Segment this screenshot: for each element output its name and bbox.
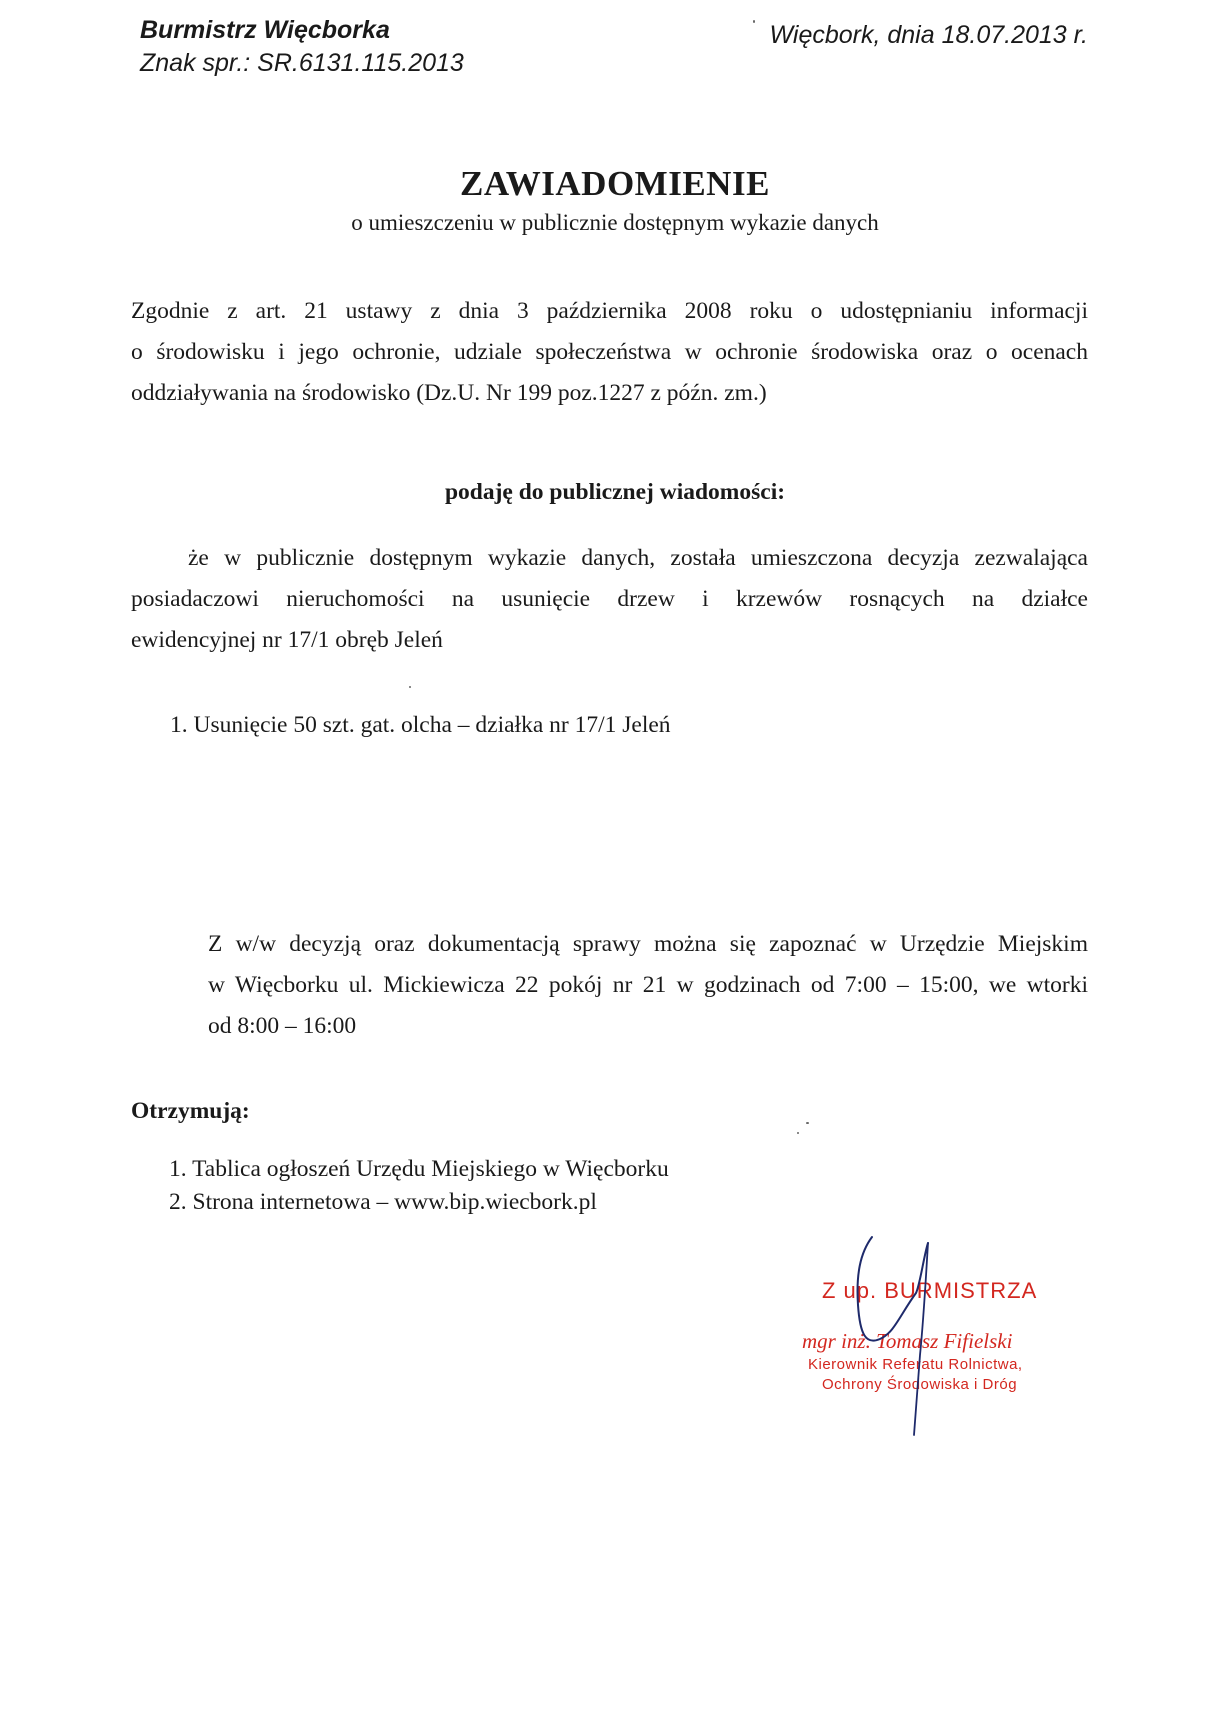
- recipients-list: [169, 1153, 669, 1219]
- stamp-position-line: Ochrony Środowiska i Dróg: [822, 1376, 1018, 1393]
- recipient-item: 1. Tablica ogłoszeń Urzędu Miejskiego w Więcborku: [169, 1156, 669, 1182]
- recipient-item: 2. Strona internetowa – www.bip.wiecbork.pl: [169, 1189, 597, 1215]
- recipients-heading: Otrzymują:: [131, 1098, 250, 1124]
- announcement-heading: podaję do publicznej wiadomości:: [444, 479, 786, 505]
- document-subtitle: o umieszczeniu w publicznie dostępnym wykazie danych: [351, 210, 879, 235]
- handwritten-signature: [820, 1235, 970, 1475]
- decision-info-paragraph: [131, 538, 1088, 661]
- access-info-line: Z w/w decyzją oraz dokumentacją sprawy można się zapoznać w Urzędzie Miejskim: [208, 931, 1088, 957]
- stamp-official-name: mgr inż. Tomasz Fifielski: [802, 1329, 1013, 1353]
- access-info-paragraph: [208, 924, 1088, 1047]
- legal-basis-line: oddziaływania na środowisko (Dz.U. Nr 199 poz.1227 z późn. zm.): [131, 380, 767, 406]
- decision-info-line: ewidencyjnej nr 17/1 obręb Jeleń: [131, 627, 443, 653]
- decision-info-line: posiadaczowi nieruchomości na usunięcie drzew i krzewów rosnących na działce: [131, 586, 1088, 612]
- legal-basis-line: Zgodnie z art. 21 ustawy z dnia 3 października 2008 roku o udostępnianiu informacji: [131, 298, 1088, 324]
- document-title: ZAWIADOMIENIE: [460, 164, 770, 203]
- stamp-position-line: Kierownik Referatu Rolnictwa,: [808, 1356, 1023, 1373]
- legal-basis-line: o środowisku i jego ochronie, udziale społeczeństwa w ochronie środowiska oraz o ocenach: [131, 339, 1088, 365]
- decision-info-line: że w publicznie dostępnym wykazie danych, została umieszczona decyzja zezwalająca: [188, 545, 1088, 571]
- case-number: Znak spr.: SR.6131.115.2013: [140, 49, 464, 77]
- decision-item: 1. Usunięcie 50 szt. gat. olcha – działka nr 17/1 Jeleń: [170, 712, 671, 738]
- place-and-date: Więcbork, dnia 18.07.2013 r.: [769, 21, 1088, 49]
- stamp-authority: Z up. BURMISTRZA: [822, 1278, 1038, 1303]
- legal-basis-paragraph: [131, 291, 1088, 414]
- issuer-name: Burmistrz Więcborka: [140, 16, 390, 44]
- access-info-line: w Więcborku ul. Mickiewicza 22 pokój nr 21 w godzinach od 7:00 – 15:00, we wtorki: [208, 972, 1088, 998]
- access-info-line: od 8:00 – 16:00: [208, 1013, 357, 1039]
